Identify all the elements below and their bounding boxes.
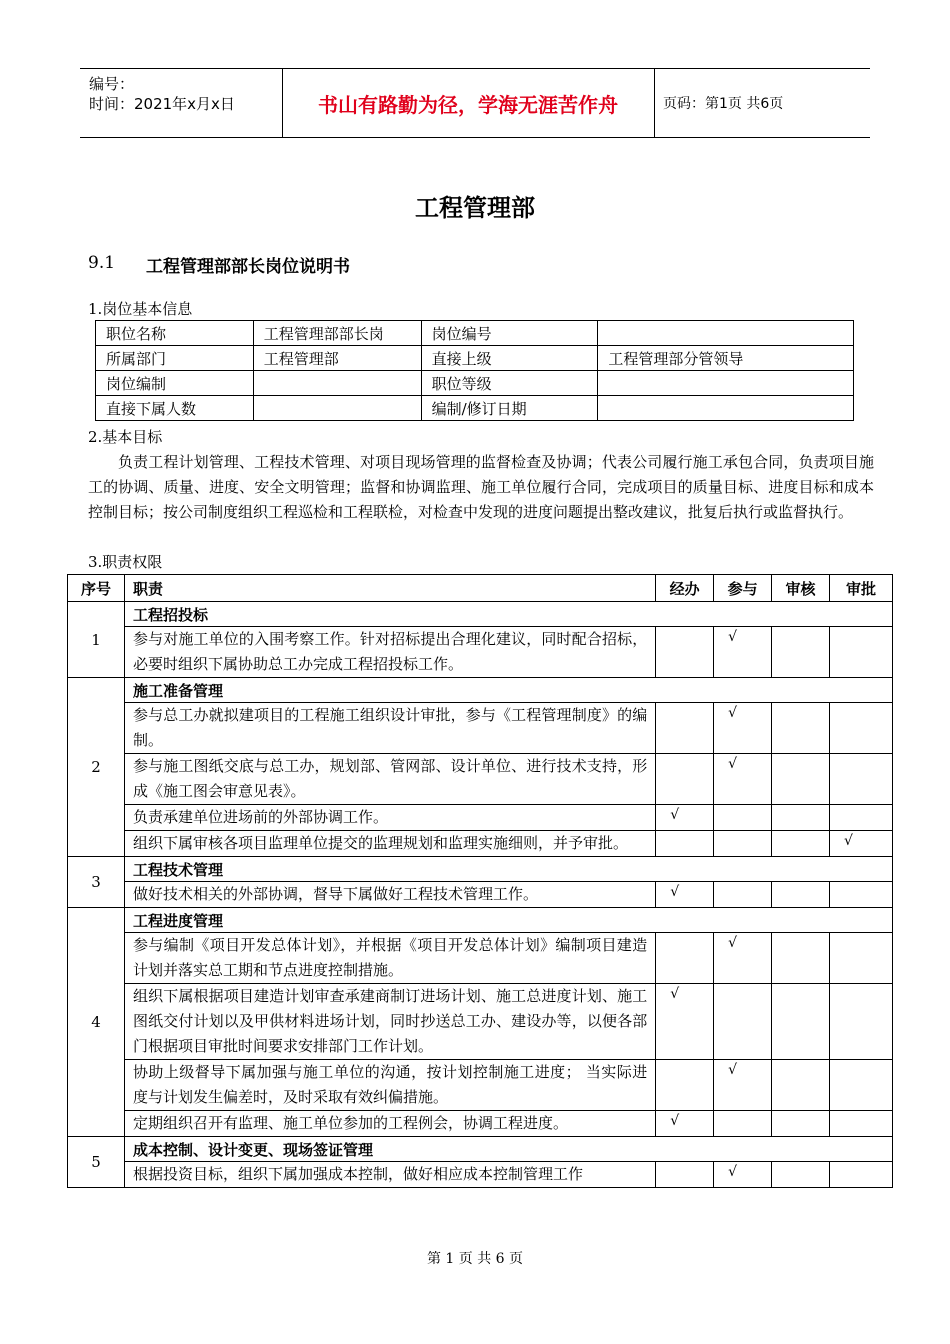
duty-mark-cell bbox=[714, 1111, 772, 1137]
duty-number: 5 bbox=[68, 1137, 125, 1188]
duty-text: 组织下属根据项目建造计划审查承建商制订进场计划、施工总进度计划、施工图纸交付计划以及甲供材料进场计划，同时抄送总工办、建设办等，以便各部门根据项目审批时间要求安排部门工作计划。 bbox=[124, 984, 655, 1060]
duty-text: 协助上级督导下属加强与施工单位的沟通，按计划控制施工进度； 当实际进度与计划发生偏差时，及时采取有效纠偏措施。 bbox=[124, 1060, 655, 1111]
duty-mark-cell bbox=[772, 627, 830, 678]
basic-goal-text: 负责工程计划管理、工程技术管理、对项目现场管理的监督检查及协调；代表公司履行施工承包合同，负责项目施工的协调、质量、进度、安全文明管理；监督和协调监理、施工单位履行合同，完成项目的质量目标、进度目标和成本控制目标；按公司制度组织工程巡检和工程联检，对检查中发现的进度问题提出整改建议，批复后执行或监督执行。 bbox=[88, 453, 874, 521]
duty-item-row bbox=[68, 933, 893, 984]
duty-mark-cell bbox=[772, 1111, 830, 1137]
info-cell: 直接下属人数 bbox=[96, 396, 254, 421]
duty-mark-cell bbox=[830, 1111, 893, 1137]
duty-mark-cell bbox=[830, 984, 893, 1060]
info-cell: 工程管理部部长岗 bbox=[253, 321, 421, 346]
duty-category-row bbox=[68, 678, 893, 703]
info-cell: 职位等级 bbox=[421, 371, 598, 396]
page-footer: 第 1 页 共 6 页 bbox=[426, 1251, 524, 1267]
duty-text: 根据投资目标，组织下属加强成本控制，做好相应成本控制管理工作 bbox=[124, 1162, 655, 1188]
duty-mark-cell bbox=[772, 1060, 830, 1111]
info-cell bbox=[598, 371, 854, 396]
duty-category-row bbox=[68, 602, 893, 627]
duty-mark-cell bbox=[772, 703, 830, 754]
duty-category: 工程技术管理 bbox=[124, 857, 892, 882]
duty-mark-cell bbox=[830, 1162, 893, 1188]
duty-category: 工程进度管理 bbox=[124, 908, 892, 933]
check-mark: √ bbox=[714, 1060, 772, 1111]
basic-info-heading: 1.岗位基本信息 bbox=[88, 300, 193, 318]
duty-number: 3 bbox=[68, 857, 125, 908]
duty-number: 1 bbox=[68, 602, 125, 678]
page-title: 工程管理部 bbox=[415, 194, 535, 222]
duty-mark-cell bbox=[830, 805, 893, 831]
column-header: 审核 bbox=[772, 575, 830, 602]
duty-item-row bbox=[68, 984, 893, 1060]
duty-mark-cell bbox=[772, 805, 830, 831]
duty-mark-cell bbox=[656, 627, 714, 678]
section-number: 9.1 bbox=[88, 253, 116, 273]
check-mark: √ bbox=[656, 805, 714, 831]
duty-text: 组织下属审核各项目监理单位提交的监理规划和监理实施细则，并予审批。 bbox=[124, 831, 655, 857]
doc-number-label: 编号： bbox=[89, 75, 135, 93]
duty-mark-cell bbox=[656, 703, 714, 754]
duty-mark-cell bbox=[830, 933, 893, 984]
duty-text: 做好技术相关的外部协调，督导下属做好工程技术管理工作。 bbox=[124, 882, 655, 908]
duty-mark-cell bbox=[830, 754, 893, 805]
check-mark: √ bbox=[656, 882, 714, 908]
info-row bbox=[96, 396, 854, 421]
info-cell: 工程管理部 bbox=[253, 346, 421, 371]
column-header: 序号 bbox=[68, 575, 125, 602]
duty-mark-cell bbox=[772, 754, 830, 805]
duty-mark-cell bbox=[830, 882, 893, 908]
duty-text: 参与对施工单位的入围考察工作。针对招标提出合理化建议，同时配合招标，必要时组织下属协助总工办完成工程招投标工作。 bbox=[124, 627, 655, 678]
duties-header-row bbox=[68, 575, 893, 602]
duty-mark-cell bbox=[772, 1162, 830, 1188]
info-row bbox=[96, 371, 854, 396]
duty-mark-cell bbox=[656, 754, 714, 805]
duty-text: 参与施工图纸交底与总工办，规划部、管网部、设计单位、进行技术支持，形成《施工图会审意见表》。 bbox=[124, 754, 655, 805]
column-header: 职责 bbox=[124, 575, 655, 602]
doc-time-label: 时间：2021年x月x日 bbox=[89, 95, 235, 113]
page-header bbox=[80, 68, 870, 138]
duty-text: 负责承建单位进场前的外部协调工作。 bbox=[124, 805, 655, 831]
header-meta bbox=[80, 69, 283, 137]
duty-item-row bbox=[68, 1060, 893, 1111]
duty-mark-cell bbox=[714, 882, 772, 908]
duty-mark-cell bbox=[714, 984, 772, 1060]
duty-item-row bbox=[68, 882, 893, 908]
info-cell bbox=[598, 396, 854, 421]
column-header: 审批 bbox=[830, 575, 893, 602]
duty-text: 定期组织召开有监理、施工单位参加的工程例会，协调工程进度。 bbox=[124, 1111, 655, 1137]
duty-item-row bbox=[68, 831, 893, 857]
info-cell bbox=[253, 396, 421, 421]
duties-table bbox=[67, 574, 893, 1188]
duty-mark-cell bbox=[830, 627, 893, 678]
duty-category-row bbox=[68, 857, 893, 882]
info-cell bbox=[253, 371, 421, 396]
duty-mark-cell bbox=[772, 984, 830, 1060]
column-header: 经办 bbox=[656, 575, 714, 602]
duty-mark-cell bbox=[656, 1060, 714, 1111]
duty-mark-cell bbox=[656, 1162, 714, 1188]
check-mark: √ bbox=[714, 933, 772, 984]
basic-goal-heading: 2.基本目标 bbox=[88, 428, 163, 446]
duty-mark-cell bbox=[830, 1060, 893, 1111]
duty-mark-cell bbox=[656, 933, 714, 984]
duty-item-row bbox=[68, 627, 893, 678]
duty-item-row bbox=[68, 754, 893, 805]
header-page-info: 页码：第1页 共6页 bbox=[663, 96, 784, 112]
duties-heading: 3.职责权限 bbox=[88, 553, 163, 571]
info-cell: 职位名称 bbox=[96, 321, 254, 346]
duty-mark-cell bbox=[772, 933, 830, 984]
info-cell: 直接上级 bbox=[421, 346, 598, 371]
duty-category: 施工准备管理 bbox=[124, 678, 892, 703]
check-mark: √ bbox=[656, 984, 714, 1060]
duty-category-row bbox=[68, 908, 893, 933]
info-cell bbox=[598, 321, 854, 346]
check-mark: √ bbox=[830, 831, 893, 857]
check-mark: √ bbox=[714, 1162, 772, 1188]
duty-category: 成本控制、设计变更、现场签证管理 bbox=[124, 1137, 892, 1162]
duty-mark-cell bbox=[656, 831, 714, 857]
duty-item-row bbox=[68, 1111, 893, 1137]
check-mark: √ bbox=[714, 627, 772, 678]
duty-item-row bbox=[68, 703, 893, 754]
duty-text: 参与总工办就拟建项目的工程施工组织设计审批，参与《工程管理制度》的编制。 bbox=[124, 703, 655, 754]
duty-mark-cell bbox=[714, 805, 772, 831]
info-row bbox=[96, 321, 854, 346]
duty-text: 参与编制《项目开发总体计划》，并根据《项目开发总体计划》编制项目建造计划并落实总工期和节点进度控制措施。 bbox=[124, 933, 655, 984]
section-title: 工程管理部部长岗位说明书 bbox=[146, 257, 350, 277]
duty-number: 4 bbox=[68, 908, 125, 1137]
info-row bbox=[96, 346, 854, 371]
info-cell: 编制/修订日期 bbox=[421, 396, 598, 421]
duty-mark-cell bbox=[772, 831, 830, 857]
duty-mark-cell bbox=[714, 831, 772, 857]
duty-item-row bbox=[68, 805, 893, 831]
check-mark: √ bbox=[656, 1111, 714, 1137]
check-mark: √ bbox=[714, 754, 772, 805]
header-motto: 书山有路勤为径，学海无涯苦作舟 bbox=[318, 92, 618, 117]
duty-category-row bbox=[68, 1137, 893, 1162]
info-cell: 工程管理部分管领导 bbox=[598, 346, 854, 371]
check-mark: √ bbox=[714, 703, 772, 754]
duty-item-row bbox=[68, 1162, 893, 1188]
duty-category: 工程招投标 bbox=[124, 602, 892, 627]
duty-number: 2 bbox=[68, 678, 125, 857]
column-header: 参与 bbox=[714, 575, 772, 602]
info-cell: 岗位编制 bbox=[96, 371, 254, 396]
basic-info-table bbox=[95, 320, 854, 421]
header-page-cell bbox=[654, 69, 871, 137]
info-cell: 所属部门 bbox=[96, 346, 254, 371]
info-cell: 岗位编号 bbox=[421, 321, 598, 346]
duty-mark-cell bbox=[830, 703, 893, 754]
duty-mark-cell bbox=[772, 882, 830, 908]
